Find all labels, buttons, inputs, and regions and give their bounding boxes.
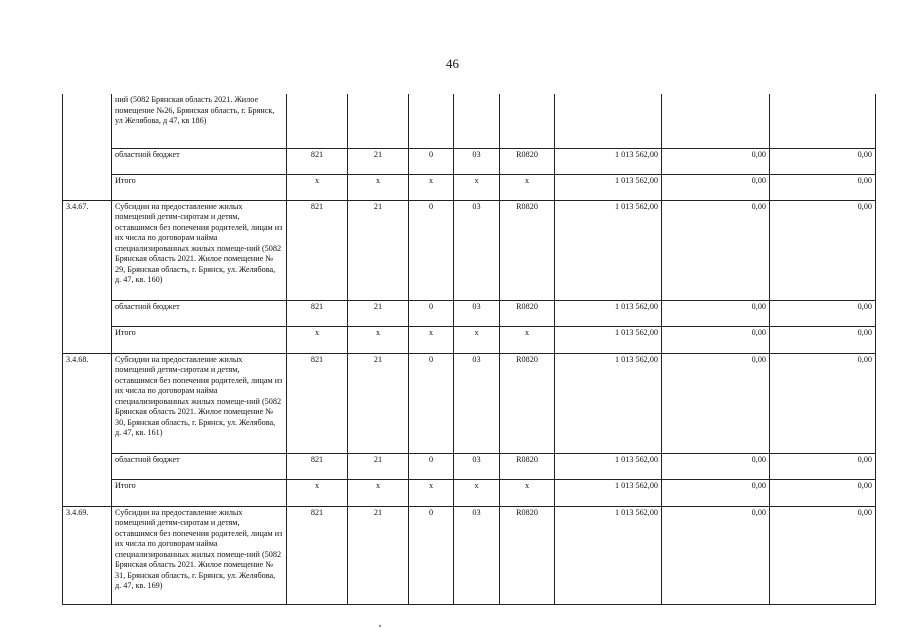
code-cell: 821 — [287, 300, 348, 326]
code-cell: x — [409, 174, 454, 200]
row-label: областной бюджет — [112, 300, 287, 326]
amount-cell: 0,00 — [770, 506, 876, 604]
amount-cell: 1 013 562,00 — [555, 453, 662, 479]
row-label: Итого — [112, 479, 287, 506]
code-cell: R0820 — [500, 453, 555, 479]
item-index: 3.4.67. — [63, 200, 112, 353]
code-cell: R0820 — [500, 148, 555, 174]
amount-cell: 0,00 — [770, 300, 876, 326]
amount-cell: 1 013 562,00 — [555, 200, 662, 300]
amount-cell: 0,00 — [662, 506, 770, 604]
code-cell: 21 — [348, 453, 409, 479]
code-cell: x — [409, 326, 454, 353]
item-description: Субсидии на предоставление жилых помещений детям-сиротам и детям, оставшимся без попечения родителей, лицам из их числа по договорам найма специализированных жилых помеще-ний (5082 Брянская область 2021. Жилое помещение № 29, Брянская область, г. Брянск, ул. Желябова, д. 47, кв. 160) — [112, 200, 287, 300]
empty-cell — [662, 94, 770, 148]
empty-cell — [500, 94, 555, 148]
code-cell: 821 — [287, 148, 348, 174]
code-cell: 21 — [348, 200, 409, 300]
amount-cell: 0,00 — [662, 148, 770, 174]
code-cell: x — [287, 479, 348, 506]
table-row — [63, 479, 876, 506]
amount-cell: 1 013 562,00 — [555, 506, 662, 604]
amount-cell: 1 013 562,00 — [555, 479, 662, 506]
amount-cell: 0,00 — [662, 300, 770, 326]
amount-cell: 0,00 — [662, 200, 770, 300]
code-cell: 821 — [287, 200, 348, 300]
code-cell: x — [348, 174, 409, 200]
table-row — [63, 353, 876, 453]
code-cell: x — [454, 479, 500, 506]
code-cell: R0820 — [500, 506, 555, 604]
amount-cell: 0,00 — [770, 479, 876, 506]
code-cell: 821 — [287, 353, 348, 453]
code-cell: x — [348, 326, 409, 353]
code-cell: x — [287, 174, 348, 200]
code-cell: R0820 — [500, 353, 555, 453]
table-row — [63, 148, 876, 174]
empty-cell — [287, 94, 348, 148]
table-row — [63, 174, 876, 200]
code-cell: 0 — [409, 506, 454, 604]
empty-cell — [770, 94, 876, 148]
amount-cell: 0,00 — [662, 453, 770, 479]
code-cell: 21 — [348, 506, 409, 604]
item-description: Субсидии на предоставление жилых помещений детям-сиротам и детям, оставшимся без попечения родителей, лицам из их числа по договорам найма специализированных жилых помеще-ний (5082 Брянская область 2021. Жилое помещение № 31, Брянская область, г. Брянск, ул. Желябова, д. 47, кв. 169) — [112, 506, 287, 604]
page-number: 46 — [446, 56, 459, 71]
code-cell: 21 — [348, 148, 409, 174]
empty-cell — [409, 94, 454, 148]
item-description: ний (5082 Брянская область 2021. Жилое помещение №26, Брянская область, г. Брянск, ул Желябова, д 47, кв 186) — [112, 94, 287, 148]
code-cell: 0 — [409, 300, 454, 326]
table-row — [63, 94, 876, 148]
table-row — [63, 200, 876, 300]
code-cell: 0 — [409, 148, 454, 174]
code-cell: x — [500, 174, 555, 200]
scan-artifact — [379, 625, 381, 627]
amount-cell: 1 013 562,00 — [555, 300, 662, 326]
code-cell: 03 — [454, 506, 500, 604]
code-cell: 03 — [454, 353, 500, 453]
code-cell: x — [500, 479, 555, 506]
amount-cell: 0,00 — [662, 326, 770, 353]
code-cell: x — [454, 174, 500, 200]
budget-table — [62, 94, 876, 605]
code-cell: 03 — [454, 148, 500, 174]
item-index: 3.4.68. — [63, 353, 112, 506]
table-row — [63, 506, 876, 604]
amount-cell: 0,00 — [770, 353, 876, 453]
amount-cell: 0,00 — [770, 148, 876, 174]
amount-cell: 1 013 562,00 — [555, 148, 662, 174]
row-label: областной бюджет — [112, 453, 287, 479]
code-cell: x — [409, 479, 454, 506]
empty-cell — [348, 94, 409, 148]
empty-cell — [555, 94, 662, 148]
amount-cell: 0,00 — [662, 353, 770, 453]
table-row — [63, 300, 876, 326]
code-cell: 21 — [348, 300, 409, 326]
row-label: областной бюджет — [112, 148, 287, 174]
amount-cell: 0,00 — [770, 326, 876, 353]
code-cell: x — [287, 326, 348, 353]
code-cell: 03 — [454, 300, 500, 326]
amount-cell: 0,00 — [770, 200, 876, 300]
code-cell: 0 — [409, 353, 454, 453]
code-cell: x — [500, 326, 555, 353]
amount-cell: 1 013 562,00 — [555, 174, 662, 200]
item-index — [63, 94, 112, 200]
amount-cell: 1 013 562,00 — [555, 326, 662, 353]
table-row — [63, 453, 876, 479]
amount-cell: 0,00 — [662, 479, 770, 506]
code-cell: 821 — [287, 506, 348, 604]
code-cell: x — [348, 479, 409, 506]
empty-cell — [454, 94, 500, 148]
code-cell: R0820 — [500, 300, 555, 326]
code-cell: x — [454, 326, 500, 353]
amount-cell: 0,00 — [770, 453, 876, 479]
row-label: Итого — [112, 174, 287, 200]
code-cell: R0820 — [500, 200, 555, 300]
code-cell: 03 — [454, 200, 500, 300]
row-label: Итого — [112, 326, 287, 353]
code-cell: 0 — [409, 200, 454, 300]
amount-cell: 1 013 562,00 — [555, 353, 662, 453]
amount-cell: 0,00 — [662, 174, 770, 200]
code-cell: 0 — [409, 453, 454, 479]
amount-cell: 0,00 — [770, 174, 876, 200]
item-index: 3.4.69. — [63, 506, 112, 604]
code-cell: 03 — [454, 453, 500, 479]
code-cell: 821 — [287, 453, 348, 479]
code-cell: 21 — [348, 353, 409, 453]
item-description: Субсидии на предоставление жилых помещений детям-сиротам и детям, оставшимся без попечения родителей, лицам из их числа по договорам найма специализированных жилых помеще-ний (5082 Брянская область 2021. Жилое помещение № 30, Брянская область, г. Брянск, ул. Желябова, д. 47, кв. 161) — [112, 353, 287, 453]
table-row — [63, 326, 876, 353]
